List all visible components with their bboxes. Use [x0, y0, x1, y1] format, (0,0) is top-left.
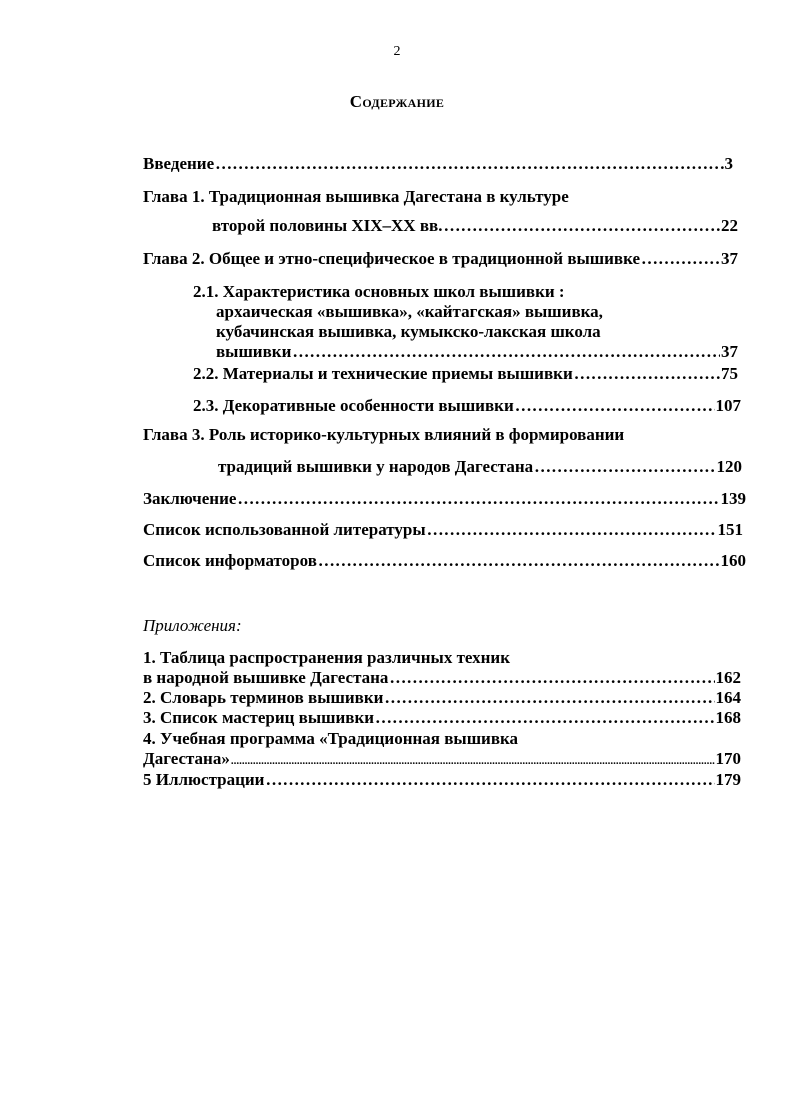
- toc-page: 170: [715, 749, 741, 768]
- leader-dots: [534, 457, 715, 477]
- leader-dots: [215, 154, 723, 174]
- toc-page: 3: [724, 154, 733, 173]
- toc-entry-chapter2: [143, 249, 738, 269]
- toc-entry-literature: [143, 520, 743, 540]
- appendix-entry-4: [143, 749, 741, 771]
- toc-label: Дагестана»: [143, 749, 230, 768]
- toc-label: Список информаторов: [143, 551, 317, 570]
- toc-entry-conclusion: [143, 489, 746, 509]
- appendix-entry-2: [143, 688, 741, 708]
- toc-entry-chapter3: [218, 457, 742, 477]
- appendix-1-line1: 1. Таблица распространения различных техник: [143, 648, 511, 667]
- toc-label: вышивки: [216, 342, 292, 361]
- appendix-heading: Приложения:: [143, 616, 242, 635]
- leader-dots: [443, 216, 720, 236]
- leader-dots: [641, 249, 720, 269]
- leader-dots: [427, 520, 717, 540]
- toc-label: Глава 2. Общее и этно-специфическое в традиционной вышивке: [143, 249, 641, 268]
- toc-chapter1-line1: Глава 1. Традиционная вышивка Дагестана в культуре: [143, 187, 569, 206]
- appendix-entry-5: [143, 770, 741, 790]
- toc-label: Заключение: [143, 489, 237, 508]
- toc-entry-section21: [216, 342, 738, 362]
- page-number: 2: [393, 44, 401, 59]
- toc-label: 2. Словарь терминов вышивки: [143, 688, 384, 707]
- toc-section21-line2: архаическая «вышивка», «кайтагская» вышивка,: [216, 302, 603, 321]
- toc-page: 22: [721, 216, 738, 235]
- toc-label: второй половины XIX–XX вв.: [212, 216, 443, 235]
- leader-dots: [375, 708, 714, 728]
- toc-page: 75: [721, 364, 738, 383]
- leader-dots: [574, 364, 720, 384]
- leader-dots: [515, 396, 715, 416]
- toc-entry-chapter1: [212, 216, 738, 236]
- toc-label: Список использованной литературы: [143, 520, 426, 539]
- appendix-entry-1: [143, 668, 741, 688]
- leader-dots: [384, 688, 714, 708]
- toc-page: 120: [716, 457, 742, 476]
- toc-page: 162: [715, 668, 741, 687]
- toc-label: в народной вышивке Дагестана: [143, 668, 389, 687]
- toc-entry-intro: [143, 154, 733, 174]
- appendix-4-line1: 4. Учебная программа «Традиционная вышивка: [143, 729, 519, 748]
- toc-label: Введение: [143, 154, 215, 173]
- toc-page: 168: [715, 708, 741, 727]
- leader-dots: [231, 749, 715, 771]
- toc-page: 164: [715, 688, 741, 707]
- toc-page: 179: [715, 770, 741, 789]
- toc-chapter3-line1: Глава 3. Роль историко-культурных влияний в формировании: [143, 425, 625, 444]
- leader-dots: [237, 489, 719, 509]
- toc-entry-section23: [193, 396, 741, 416]
- page-title: Содержание: [349, 92, 445, 111]
- toc-page: 107: [715, 396, 741, 415]
- toc-page: 37: [721, 249, 738, 268]
- toc-section21-line1: 2.1. Характеристика основных школ вышивки :: [193, 282, 565, 301]
- toc-entry-section22: [193, 364, 738, 384]
- toc-page: 160: [720, 551, 746, 570]
- leader-dots: [265, 770, 714, 790]
- toc-label: традиций вышивки у народов Дагестана: [218, 457, 534, 476]
- leader-dots: [389, 668, 714, 688]
- appendix-entry-3: [143, 708, 741, 728]
- toc-page: 139: [720, 489, 746, 508]
- toc-label: 3. Список мастериц вышивки: [143, 708, 375, 727]
- toc-label: 5 Иллюстрации: [143, 770, 265, 789]
- toc-entry-informants: [143, 551, 746, 571]
- toc-label: 2.2. Материалы и технические приемы вышивки: [193, 364, 573, 383]
- toc-section21-line3: кубачинская вышивка, кумыкско-лакская школа: [216, 322, 601, 341]
- toc-page: 37: [721, 342, 738, 361]
- toc-label: 2.3. Декоративные особенности вышивки: [193, 396, 514, 415]
- leader-dots: [292, 342, 720, 362]
- toc-page: 151: [717, 520, 743, 539]
- leader-dots: [318, 551, 720, 571]
